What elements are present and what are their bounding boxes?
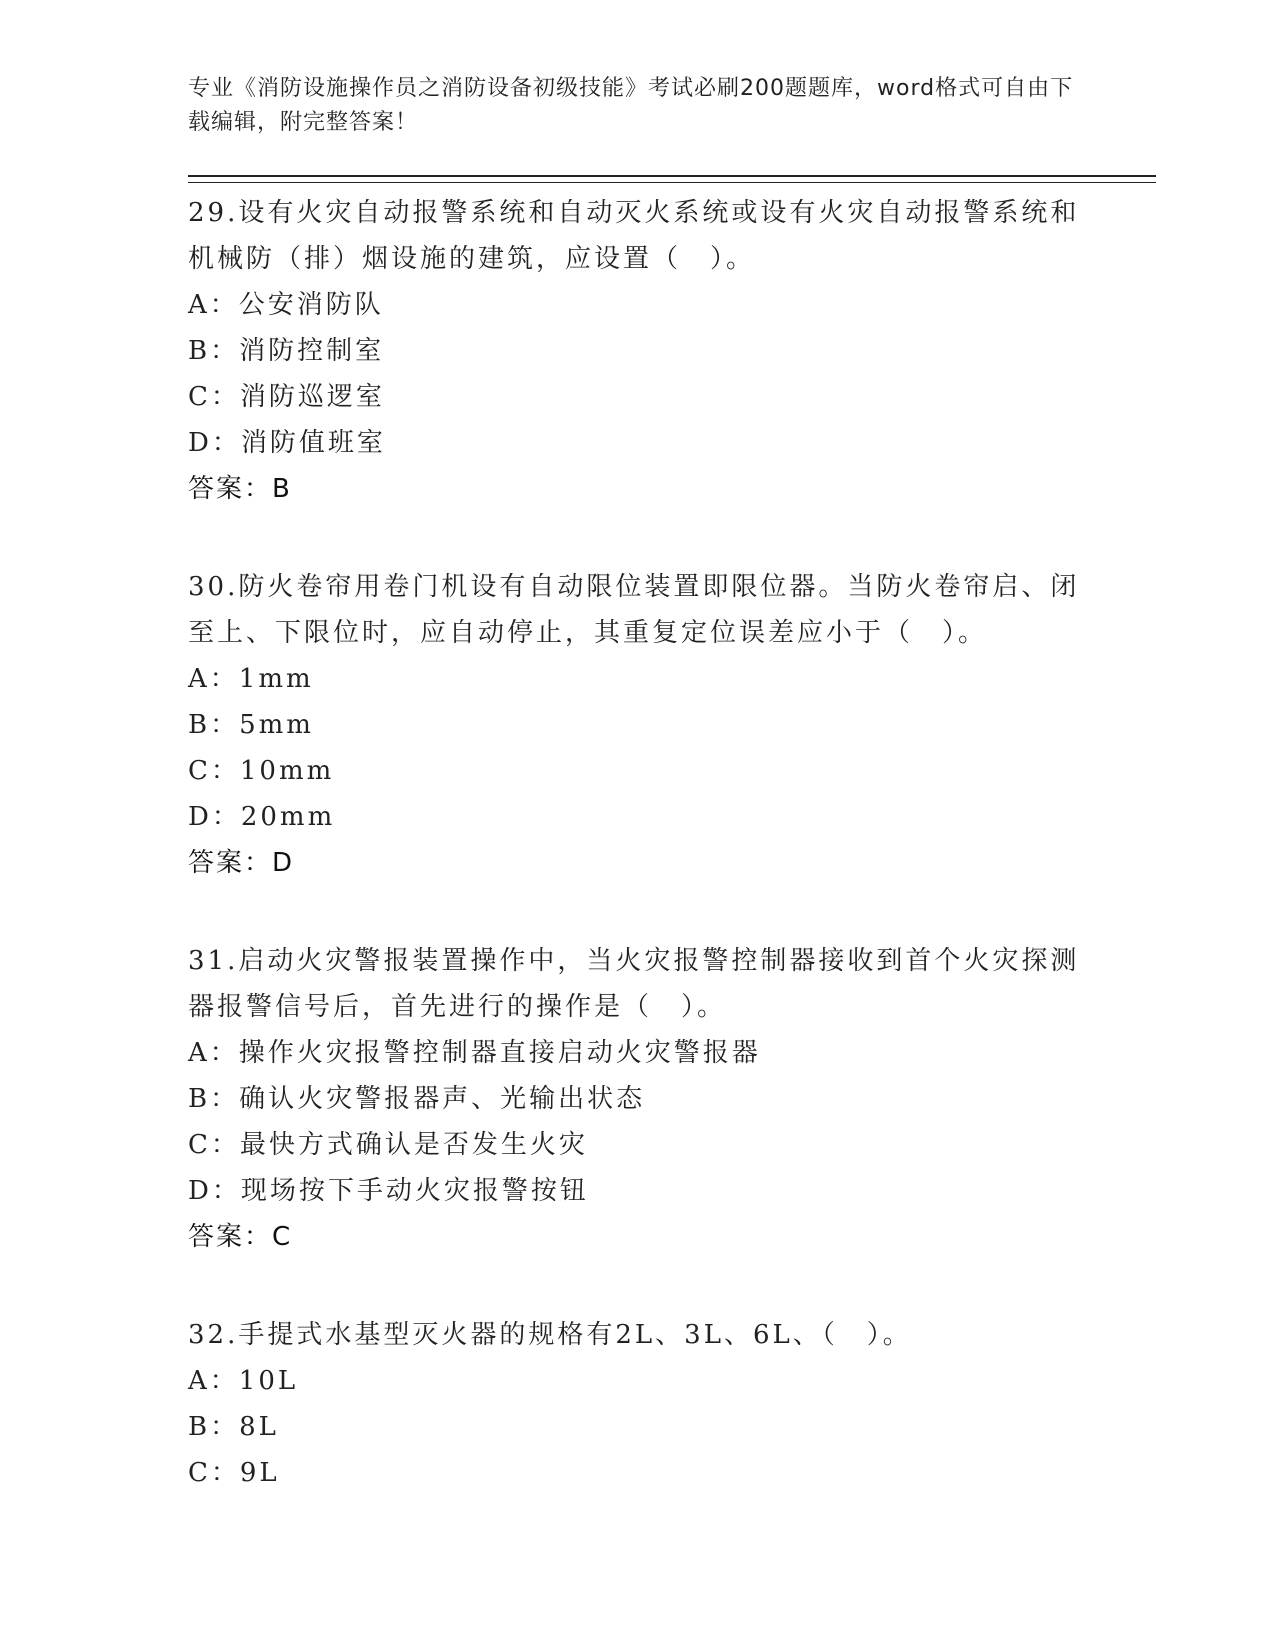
question-30: [188, 564, 1088, 886]
question-text: 31.启动火灾警报装置操作中，当火灾报警控制器接收到首个火灾探测器报警信号后，首先进行的操作是（ ）。: [188, 946, 1080, 1022]
question-32: [188, 1312, 1088, 1496]
option-a: A：1mm: [188, 664, 314, 694]
question-text: 29.设有火灾自动报警系统和自动灭火系统或设有火灾自动报警系统和机械防（排）烟设施的建筑，应设置（ ）。: [188, 198, 1080, 274]
question-text: 30.防火卷帘用卷门机设有自动限位装置即限位器。当防火卷帘启、闭至上、下限位时，应自动停止，其重复定位误差应小于（ ）。: [188, 572, 1080, 648]
option-c: C：最快方式确认是否发生火灾: [188, 1130, 588, 1160]
question-list: [188, 190, 1088, 1548]
option-a: A：10L: [188, 1366, 299, 1396]
option-a: A：公安消防队: [188, 290, 384, 320]
option-d: D：消防值班室: [188, 428, 386, 458]
question-29: [188, 190, 1088, 512]
header-divider-thick: [188, 175, 1156, 177]
header-divider-thin: [188, 182, 1156, 183]
question-31: [188, 938, 1088, 1260]
option-b: B：8L: [188, 1412, 279, 1442]
option-b: B：5mm: [188, 710, 314, 740]
option-d: D：现场按下手动火灾报警按钮: [188, 1176, 589, 1206]
option-c: C：10mm: [188, 756, 335, 786]
question-text: 32.手提式水基型灭火器的规格有2L、3L、6L、（ ）。: [188, 1320, 912, 1350]
answer-text: 答案：D: [188, 848, 295, 878]
option-d: D：20mm: [188, 802, 336, 832]
document-header: 专业《消防设施操作员之消防设备初级技能》考试必刷200题题库，word格式可自由下载编辑，附完整答案！: [188, 76, 1074, 135]
option-c: C：消防巡逻室: [188, 382, 385, 412]
option-a: A：操作火灾报警控制器直接启动火灾警报器: [188, 1038, 761, 1068]
option-b: B：确认火灾警报器声、光输出状态: [188, 1084, 646, 1114]
answer-text: 答案：B: [188, 474, 292, 504]
answer-text: 答案：C: [188, 1222, 293, 1252]
option-c: C：9L: [188, 1458, 280, 1488]
option-b: B：消防控制室: [188, 336, 385, 366]
